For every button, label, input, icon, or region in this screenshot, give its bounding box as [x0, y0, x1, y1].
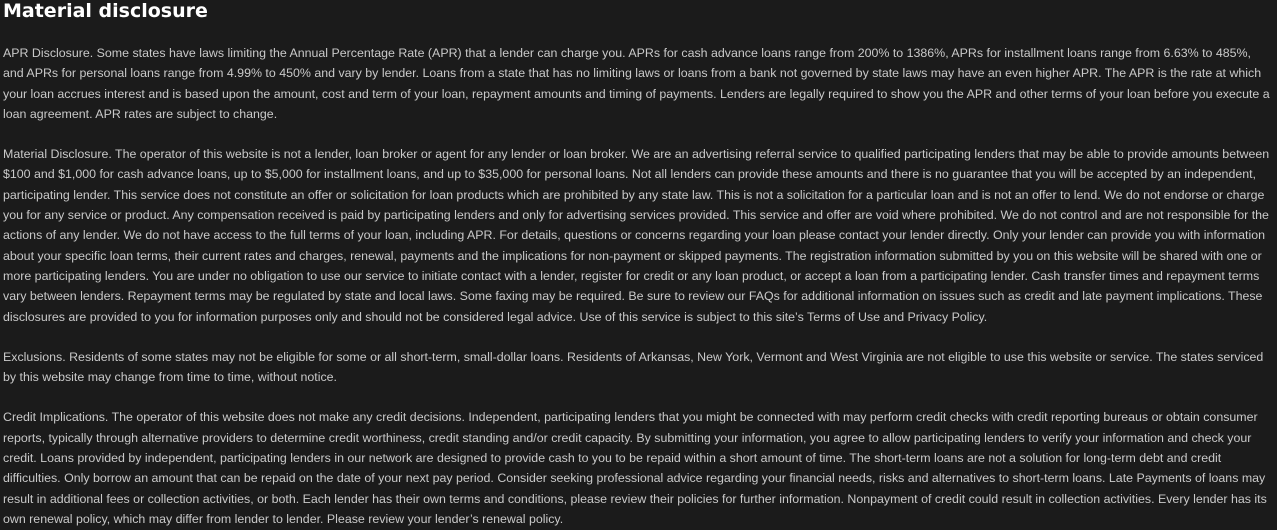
material-disclosure-paragraph: Material Disclosure. The operator of this website is not a lender, loan broker or agent for any lender or loan broker. We are an advertising referral service to qualified participating lenders that may be able to provide amounts between $100 and $1,000 for cash advance loans, up to $5,000 for installment loans, and up to $35,000 for personal loans. Not all lenders can provide these amounts and there is no guarantee that you will be accepted by an independent, participating lender. This service does not constitute an offer or solicitation for loan products which are prohibited by any state law. This is not a solicitation for a particular loan and is not an offer to lend. We do not endorse or charge you for any service or product. Any compensation received is paid by participating lenders and only for advertising services provided. This service and offer are void where prohibited. We do not control and are not responsible for the actions of any lender. We do not have access to the full terms of your loan, including APR. For details, questions or concerns regarding your loan please contact your lender directly. Only your lender can provide you with information about your specific loan terms, their current rates and charges, renewal, payments and the implications for non-payment or skipped payments. The registration information submitted by you on this website will be shared with one or more participating lenders. You are under no obligation to use our service to initiate contact with a lender, register for credit or any loan product, or accept a loan from a participating lender. Cash transfer times and repayment terms vary between lenders. Repayment terms may be regulated by state and local laws. Some faxing may be required. Be sure to review our FAQs for additional information on issues such as credit and late payment implications. These disclosures are provided to you for information purposes only and should not be considered legal advice. Use of this service is subject to this site’s Terms of Use and Privacy Policy. — [3, 147, 1270, 324]
credit-implications-paragraph: Credit Implications. The operator of this website does not make any credit decisions. Independent, participating lenders that you might be connected with may perform credit checks with credit reporting bureaus or obtain consumer reports, typically through alternative providers to determine credit worthiness, credit standing and/or credit capacity. By submitting your information, you agree to allow participating lenders to verify your information and check your credit. Loans provided by independent, participating lenders in our network are designed to provide cash to you to be repaid within a short amount of time. The short-term loans are not a solution for long-term debt and credit difficulties. Only borrow an amount that can be repaid on the date of your next pay period. Consider seeking professional advice regarding your financial needs, risks and alternatives to short-term loans. Late Payments of loans may result in additional fees or collection activities, or both. Each lender has their own terms and conditions, please review their policies for further information. Nonpayment of credit could result in collection activities. Every lender has its own renewal policy, which may differ from lender to lender. Please review your lender’s renewal policy. — [3, 410, 1267, 526]
section-title: Material disclosure — [3, 0, 208, 22]
apr-disclosure-paragraph: APR Disclosure. Some states have laws limiting the Annual Percentage Rate (APR) that a lender can charge you. APRs for cash advance loans range from 200% to 1386%, APRs for installment loans range from 6.63% to 485%, and APRs for personal loans range from 4.99% to 450% and vary by lender. Loans from a state that has no limiting laws or loans from a bank not governed by state laws may have an even higher APR. The APR is the rate at which your loan accrues interest and is based upon the amount, cost and term of your loan, repayment amounts and timing of payments. Lenders are legally required to show you the APR and other terms of your loan before you execute a loan agreement. APR rates are subject to change. — [3, 46, 1270, 121]
exclusions-paragraph: Exclusions. Residents of some states may not be eligible for some or all short-term, small-dollar loans. Residents of Arkansas, New York, Vermont and West Virginia are not eligible to use this website or service. The states serviced by this website may change from time to time, without notice. — [3, 349, 1264, 385]
